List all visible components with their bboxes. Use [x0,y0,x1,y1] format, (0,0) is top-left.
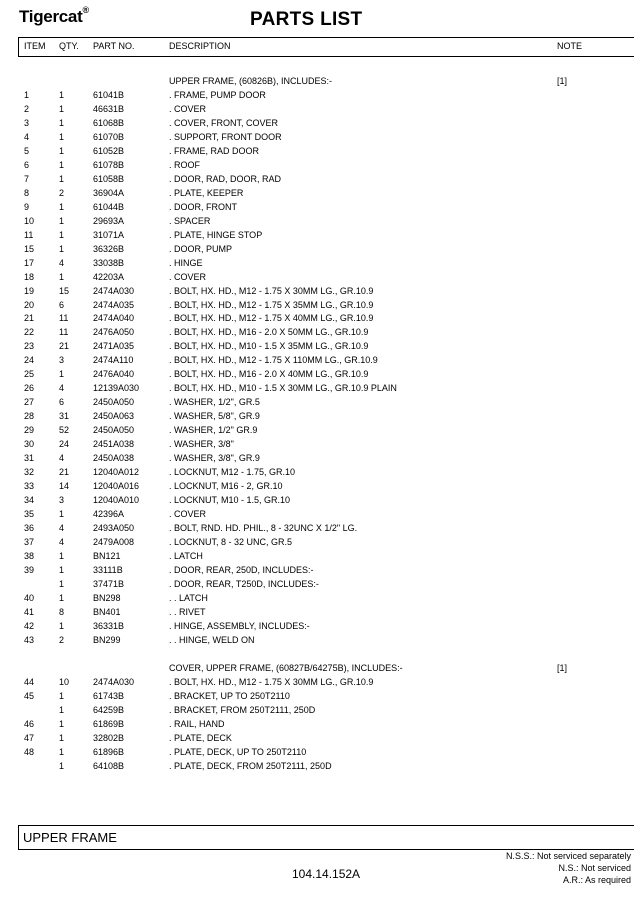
description-cell: . DOOR, REAR, T250D, INCLUDES:- [169,578,319,589]
column-header-description: DESCRIPTION [169,41,231,51]
part-number-cell: 2450A050 [93,425,135,436]
qty-cell: 1 [59,159,65,170]
part-number-cell: 64108B [93,760,125,771]
description-cell: . BOLT, HX. HD., M16 - 2.0 X 50MM LG., GR.10.9 [169,327,369,338]
document-number: 104.14.152A [292,867,361,881]
part-number-cell: 2474A110 [93,355,134,366]
description-cell: . LOCKNUT, M16 - 2, GR.10 [169,481,283,492]
table-row [0,731,643,745]
description-cell: . WASHER, 3/8", GR.9 [169,453,260,464]
column-header-qty: QTY. [59,41,79,51]
table-row [0,409,643,423]
qty-cell: 6 [59,299,65,310]
part-number-cell: 46631B [93,103,125,114]
description-cell: . PLATE, HINGE STOP [169,229,263,240]
table-row [0,493,643,507]
table-row [0,647,643,661]
table-row [0,703,643,717]
registered-mark: ® [82,5,89,16]
part-number-cell: 64259B [93,704,125,715]
section-footer [18,825,634,850]
item-cell: 45 [24,690,35,701]
description-cell: . PLATE, DECK, FROM 250T2111, 250D [169,760,332,771]
table-row [0,619,643,633]
description-cell: . ROOF [169,159,200,170]
part-number-cell: 33038B [93,257,125,268]
table-row [0,242,643,256]
item-cell: 18 [24,271,35,282]
item-cell: 24 [24,355,35,366]
table-row [0,745,643,759]
qty-cell: 1 [59,243,65,254]
table-row [0,298,643,312]
item-cell: 11 [24,229,34,240]
table-row [0,535,643,549]
description-cell: . LOCKNUT, M12 - 1.75, GR.10 [169,467,296,478]
qty-cell: 1 [59,550,65,561]
description-cell: . . RIVET [169,606,206,617]
part-number-cell: 36331B [93,620,125,631]
part-number-cell: 2476A040 [93,369,135,380]
table-row [0,228,643,242]
description-cell: . BOLT, HX. HD., M12 - 1.75 X 110MM LG., GR.10.9 [169,355,378,366]
table-row [0,437,643,451]
qty-cell: 52 [59,425,70,436]
table-row [0,577,643,591]
table-row [0,381,643,395]
table-row [0,563,643,577]
part-number-cell: 33111B [93,564,123,575]
description-cell: . PLATE, KEEPER [169,187,244,198]
description-cell: . SUPPORT, FRONT DOOR [169,131,282,142]
description-cell: . COVER, FRONT, COVER [169,117,279,128]
qty-cell: 1 [59,592,65,603]
item-cell: 44 [24,676,35,687]
item-cell: 48 [24,746,35,757]
part-number-cell: 32802B [93,732,125,743]
item-cell: 17 [24,257,35,268]
table-row [0,102,643,116]
table-row [0,284,643,298]
section-title: UPPER FRAME [23,830,117,845]
description-cell: . FRAME, PUMP DOOR [169,89,266,100]
description-cell: . BOLT, HX. HD., M12 - 1.75 X 30MM LG., GR.10.9 [169,285,374,296]
description-cell: . RAIL, HAND [169,718,225,729]
item-cell: 27 [24,397,35,408]
part-number-cell: 37471B [93,578,125,589]
table-row [0,451,643,465]
description-cell: . LOCKNUT, M10 - 1.5, GR.10 [169,495,291,506]
qty-cell: 1 [59,103,65,114]
part-number-cell: 42396A [93,509,125,520]
description-cell: . COVER [169,271,207,282]
table-row [0,675,643,689]
item-cell: 38 [24,550,35,561]
item-cell: 20 [24,299,35,310]
qty-cell: 1 [59,229,65,240]
part-number-cell: 2493A050 [93,523,135,534]
item-cell: 4 [24,131,30,142]
qty-cell: 15 [59,285,70,296]
note-cell: [1] [557,662,568,673]
part-number-cell: 61058B [93,173,125,184]
description-cell: . BRACKET, UP TO 250T2110 [169,690,290,701]
part-number-cell: 2471A035 [93,341,135,352]
table-row [0,325,643,339]
table-row [0,423,643,437]
table-row [0,186,643,200]
description-cell: . COVER [169,103,207,114]
table-row [0,465,643,479]
item-cell: 22 [24,327,35,338]
table-row [0,311,643,325]
part-number-cell: 61068B [93,117,125,128]
qty-cell: 1 [59,704,65,715]
item-cell: 19 [24,285,35,296]
qty-cell: 1 [59,131,65,142]
description-cell: . . HINGE, WELD ON [169,634,255,645]
qty-cell: 1 [59,564,65,575]
description-cell: COVER, UPPER FRAME, (60827B/64275B), INCLUDES:- [169,662,403,673]
item-cell: 8 [24,187,30,198]
brand-logo [19,7,89,27]
table-row [0,130,643,144]
table-row [0,172,643,186]
page-title: PARTS LIST [250,9,363,30]
item-cell: 36 [24,523,35,534]
description-cell: . DOOR, RAD, DOOR, RAD [169,173,282,184]
description-cell: . . LATCH [169,592,208,603]
item-cell: 41 [24,606,35,617]
item-cell: 21 [24,313,35,324]
qty-cell: 1 [59,620,65,631]
table-row [0,270,643,284]
qty-cell: 11 [59,313,69,324]
qty-cell: 1 [59,690,65,701]
part-number-cell: 12040A012 [93,467,140,478]
qty-cell: 1 [59,215,65,226]
description-cell: . BRACKET, FROM 250T2111, 250D [169,704,316,715]
qty-cell: 21 [59,467,70,478]
description-cell: . BOLT, HX. HD., M16 - 2.0 X 40MM LG., GR.10.9 [169,369,369,380]
table-row [0,479,643,493]
part-number-cell: 2474A035 [93,299,135,310]
table-row [0,339,643,353]
qty-cell: 1 [59,201,65,212]
column-header-note: NOTE [557,41,583,51]
abbreviation-legend [506,850,631,886]
table-row [0,717,643,731]
table-row [0,507,643,521]
item-cell: 28 [24,411,35,422]
qty-cell: 1 [59,760,65,771]
item-cell: 37 [24,537,35,547]
description-cell: . HINGE [169,257,203,268]
table-row [0,74,643,88]
table-row [0,144,643,158]
item-cell: 33 [24,481,35,492]
part-number-cell: 2450A038 [93,453,135,464]
part-number-cell: BN298 [93,592,121,603]
table-row [0,605,643,619]
qty-cell: 1 [59,117,65,128]
item-cell: 32 [24,467,35,478]
table-row [0,353,643,367]
qty-cell: 1 [59,746,65,757]
item-cell: 2 [24,103,30,114]
qty-cell: 8 [59,606,65,617]
part-number-cell: 29693A [93,215,125,226]
item-cell: 26 [24,383,35,394]
qty-cell: 1 [59,271,65,282]
table-row [0,158,643,172]
qty-cell: 1 [59,369,65,380]
table-header [18,37,634,57]
table-row [0,256,643,270]
table-row [0,200,643,214]
part-number-cell: 12139A030 [93,383,140,394]
part-number-cell: 42203A [93,271,125,282]
description-cell: . BOLT, HX. HD., M10 - 1.5 X 35MM LG., GR.10.9 [169,341,369,352]
item-cell: 5 [24,145,30,156]
item-cell: 34 [24,495,35,506]
qty-cell: 4 [59,523,65,534]
item-cell: 1 [24,89,30,100]
qty-cell: 1 [59,509,65,520]
part-number-cell: 61052B [93,145,125,156]
item-cell: 3 [24,117,30,128]
part-number-cell: 61044B [93,201,125,212]
description-cell: . WASHER, 1/2", GR.5 [169,397,260,408]
table-row [0,661,643,675]
part-number-cell: BN401 [93,606,121,617]
description-cell: . WASHER, 5/8", GR.9 [169,411,260,422]
qty-cell: 3 [59,355,65,366]
item-cell: 40 [24,592,35,603]
description-cell: . LOCKNUT, 8 - 32 UNC, GR.5 [169,537,293,547]
qty-cell: 4 [59,257,65,268]
description-cell: . PLATE, DECK, UP TO 250T2110 [169,746,307,757]
qty-cell: 2 [59,634,65,645]
description-cell: . BOLT, RND. HD. PHIL., 8 - 32UNC X 1/2" LG. [169,523,358,534]
part-number-cell: 61078B [93,159,125,170]
table-row [0,367,643,381]
description-cell: . BOLT, HX. HD., M12 - 1.75 X 30MM LG., GR.10.9 [169,676,374,687]
part-number-cell: 31071A [93,229,125,240]
item-cell: 30 [24,439,35,450]
description-cell: . DOOR, FRONT [169,201,237,212]
table-row [0,633,643,647]
item-cell: 31 [24,453,35,464]
table-row [0,116,643,130]
part-number-cell: 2451A038 [93,439,135,450]
qty-cell: 2 [59,187,65,198]
item-cell: 23 [24,341,35,352]
item-cell: 39 [24,564,35,575]
item-cell: 43 [24,634,35,645]
part-number-cell: 61743B [93,690,125,701]
qty-cell: 1 [59,578,65,589]
description-cell: UPPER FRAME, (60826B), INCLUDES:- [169,76,333,86]
item-cell: 15 [24,243,35,254]
description-cell: . HINGE, ASSEMBLY, INCLUDES:- [169,620,310,631]
part-number-cell: 61041B [93,89,125,100]
qty-cell: 10 [59,676,70,687]
item-cell: 35 [24,509,35,520]
table-row [0,395,643,409]
description-cell: . DOOR, PUMP [169,243,233,254]
description-cell: . COVER [169,509,207,520]
item-cell: 10 [24,215,35,226]
item-cell: 25 [24,369,35,380]
part-number-cell: 61896B [93,746,125,757]
part-number-cell: 61070B [93,131,125,142]
qty-cell: 4 [59,537,65,547]
part-number-cell: BN299 [93,634,121,645]
part-number-cell: 2450A063 [93,411,135,422]
description-cell: . WASHER, 1/2" GR.9 [169,425,258,436]
qty-cell: 21 [59,341,70,352]
description-cell: . LATCH [169,550,203,561]
description-cell: . PLATE, DECK [169,732,232,743]
description-cell: . DOOR, REAR, 250D, INCLUDES:- [169,564,314,575]
qty-cell: 1 [59,173,65,184]
table-row [0,521,643,535]
qty-cell: 3 [59,495,65,506]
part-number-cell: 2476A050 [93,327,135,338]
brand-name: Tigercat [19,7,83,26]
qty-cell: 31 [59,411,70,422]
column-header-part: PART NO. [93,41,135,51]
qty-cell: 1 [59,89,65,100]
part-number-cell: 61869B [93,718,125,729]
part-number-cell: 2474A030 [93,676,135,687]
part-number-cell: 2474A040 [93,313,135,324]
item-cell: 29 [24,425,35,436]
description-cell: . WASHER, 3/8" [169,439,234,450]
table-row [0,689,643,703]
note-cell: [1] [557,76,568,86]
table-row [0,88,643,102]
item-cell: 9 [24,201,30,212]
item-cell: 47 [24,732,35,743]
item-cell: 42 [24,620,35,631]
part-number-cell: 2474A030 [93,285,135,296]
column-header-item: ITEM [24,41,46,51]
description-cell: . FRAME, RAD DOOR [169,145,260,156]
part-number-cell: 2450A050 [93,397,135,408]
description-cell: . BOLT, HX. HD., M12 - 1.75 X 35MM LG., GR.10.9 [169,299,374,310]
legend-ns: N.S.: Not serviced [558,863,631,873]
part-number-cell: 12040A010 [93,495,140,506]
qty-cell: 6 [59,397,65,408]
part-number-cell: 2479A008 [93,537,135,547]
qty-cell: 1 [59,718,65,729]
qty-cell: 1 [59,145,65,156]
part-number-cell: 12040A016 [93,481,140,492]
part-number-cell: 36904A [93,187,125,198]
item-cell: 46 [24,718,35,729]
part-number-cell: 36326B [93,243,125,254]
legend-nss: N.S.S.: Not serviced separately [505,851,631,861]
item-cell: 7 [24,173,30,184]
item-cell: 6 [24,159,30,170]
table-row [0,549,643,563]
table-row [0,214,643,228]
part-number-cell: BN121 [93,550,121,561]
qty-cell: 24 [59,439,70,450]
qty-cell: 14 [59,481,70,492]
description-cell: . BOLT, HX. HD., M12 - 1.75 X 40MM LG., GR.10.9 [169,313,374,324]
qty-cell: 1 [59,732,65,743]
qty-cell: 4 [59,383,65,394]
table-row [0,591,643,605]
qty-cell: 11 [59,327,69,338]
table-row [0,759,643,773]
legend-ar: A.R.: As required [562,875,631,885]
description-cell: . SPACER [169,215,211,226]
qty-cell: 4 [59,453,65,464]
description-cell: . BOLT, HX. HD., M10 - 1.5 X 30MM LG., GR.10.9 PLAIN [169,383,397,394]
